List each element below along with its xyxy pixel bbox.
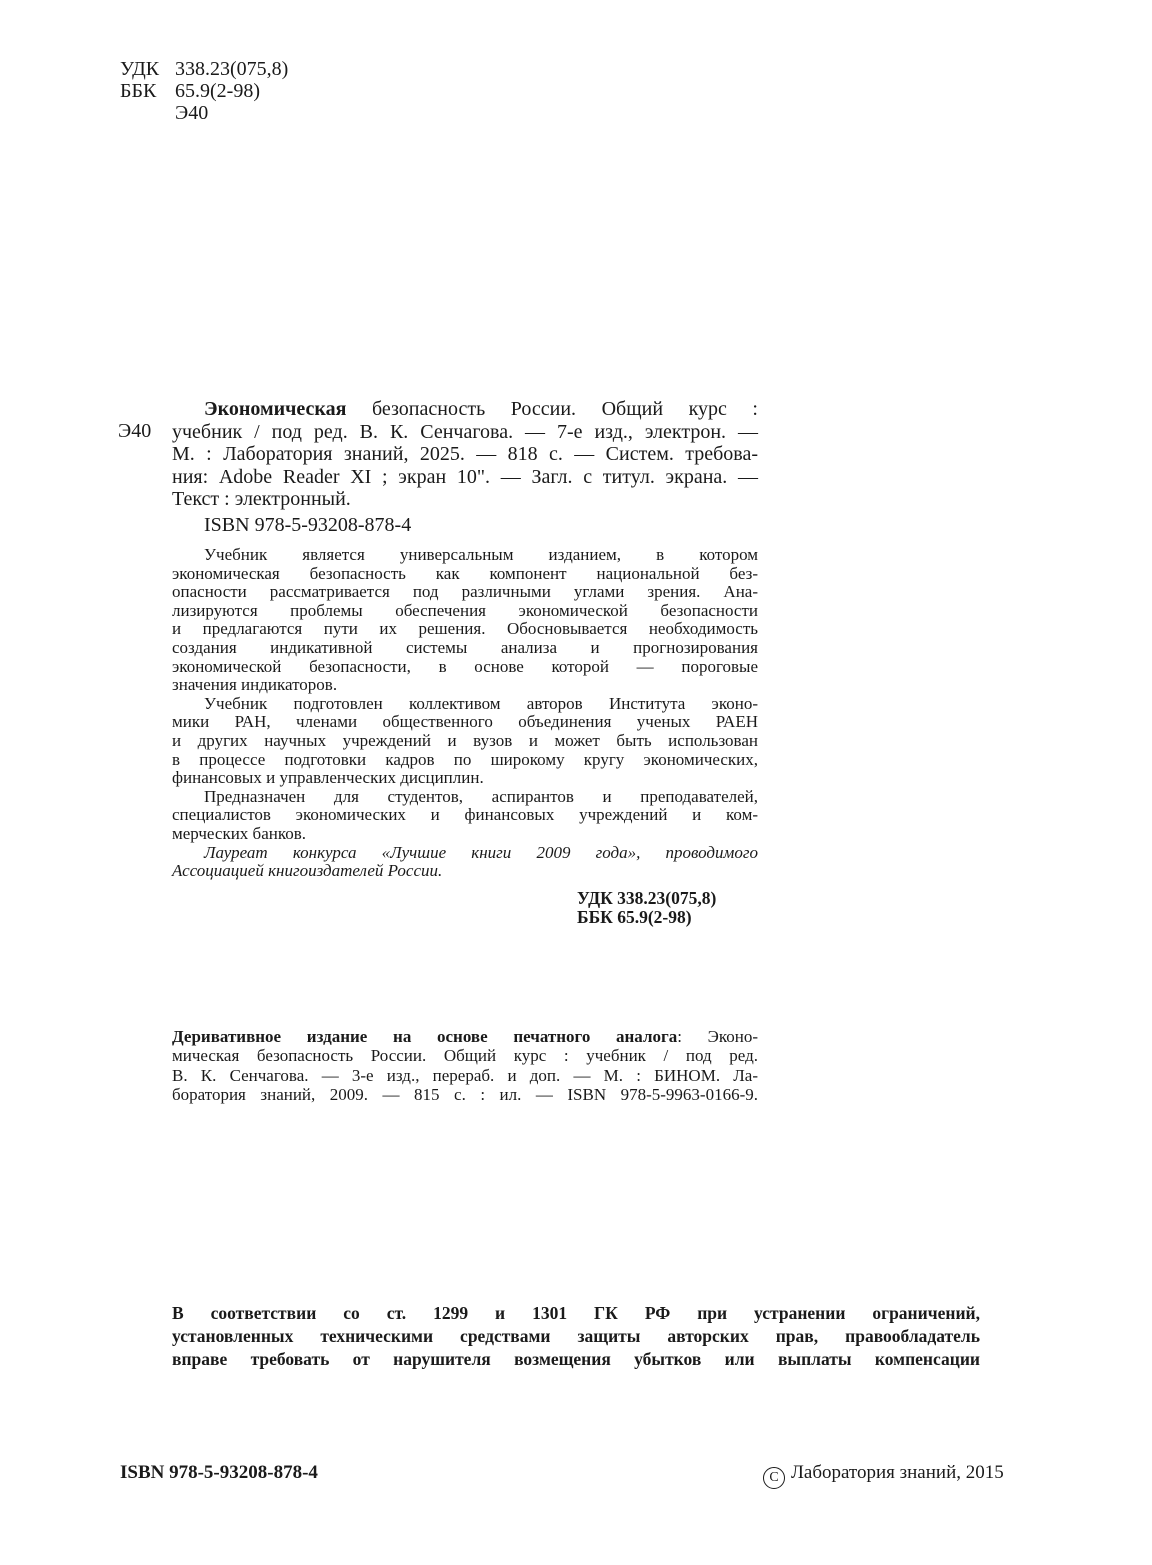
isbn-main: ISBN 978-5-93208-878-4	[204, 514, 412, 536]
derivative-line: боратория знаний, 2009. — 815 с. : ил. — ISBN 978-5-9963-0166-9.	[172, 1084, 758, 1104]
bbk-code-line	[120, 80, 288, 102]
award-note: Лауреат конкурса «Лучшие книги 2009 года», проводимого Ассоциацией книгоиздателей России.	[172, 842, 758, 881]
author-sign: Э40	[175, 102, 209, 124]
annotation	[172, 546, 758, 881]
bbk-code-bold: ББК 65.9(2-98)	[577, 907, 692, 927]
legal-line: В соответствии со ст. 1299 и 1301 ГК РФ при устранении ограничений,	[172, 1303, 980, 1323]
udk-value: 338.23(075,8)	[175, 58, 289, 80]
bbk-value: 65.9(2-98)	[175, 80, 260, 102]
annotation-paragraph-2: Учебник подготовлен коллективом авторов Института эконо- мики РАН, членами общественного объединения ученых РАЕН и других научных учреждений и вузов и может быть использован в процессе подготовки кадров по широкому кругу экономических, финансовых и управленческих дисциплин.	[172, 693, 758, 788]
annotation-paragraph-1: Учебник является универсальным изданием, в котором экономическая безопасность как компонент национальной без- опасности рассматривается под различными углами зрения. Ана- лизируются проблемы обеспечения экономической безопасности и предлагаются пути их решения. Обосновывается необходимость создания индикативной системы анализа и прогнозирования экономической безопасности, в основе которой — пороговые значения индикаторов.	[172, 545, 758, 695]
copyright-legal-notice	[172, 1302, 980, 1371]
classification-codes-right	[577, 889, 716, 927]
copyright-icon: C	[763, 1467, 785, 1489]
bibliographic-record	[172, 398, 758, 511]
biblio-line: М. : Лаборатория знаний, 2025. — 818 с. — Систем. требова-	[172, 443, 758, 465]
derivative-lead-bold: Деривативное издание на основе печатного аналога	[172, 1027, 678, 1046]
biblio-title-bold: Экономическая	[204, 398, 347, 420]
bbk-label: ББК	[120, 80, 157, 102]
legal-line: установленных техническими средствами защиты авторских прав, правообладатель	[172, 1326, 980, 1346]
biblio-line: Экономическая безопасность России. Общий курс :	[204, 398, 758, 420]
biblio-line: ния: Adobe Reader XI ; экран 10". — Загл. с титул. экрана. —	[172, 465, 758, 488]
footer-copyright	[763, 1462, 1004, 1489]
udk-code-line	[120, 58, 288, 80]
udk-code-bold: УДК 338.23(075,8)	[577, 888, 717, 908]
derivative-line: В. К. Сенчагова. — 3-е изд., перераб. и доп. — М. : БИНОМ. Ла-	[172, 1065, 758, 1085]
top-classification-codes	[120, 58, 288, 124]
annotation-paragraph-3: Предназначен для студентов, аспирантов и преподавателей, специалистов экономических и финансовых учреждений и ком- мерческих банков.	[172, 786, 758, 843]
copyright-holder: Лаборатория знаний, 2015	[791, 1462, 1004, 1483]
derivative-line: Деривативное издание на основе печатного аналога: Эконо-	[172, 1027, 758, 1046]
footer-isbn: ISBN 978-5-93208-878-4	[120, 1462, 318, 1483]
derivative-edition-note	[172, 1027, 758, 1104]
legal-line: вправе требовать от нарушителя возмещения убытков или выплаты компенсации	[172, 1349, 980, 1369]
biblio-line: Текст : электронный.	[172, 488, 351, 510]
biblio-author-sign: Э40	[118, 420, 152, 442]
udk-label: УДК	[120, 58, 160, 80]
derivative-line: мическая безопасность России. Общий курс : учебник / под ред.	[172, 1046, 758, 1066]
biblio-line: учебник / под ред. В. К. Сенчагова. — 7-е изд., электрон. —	[172, 420, 758, 443]
